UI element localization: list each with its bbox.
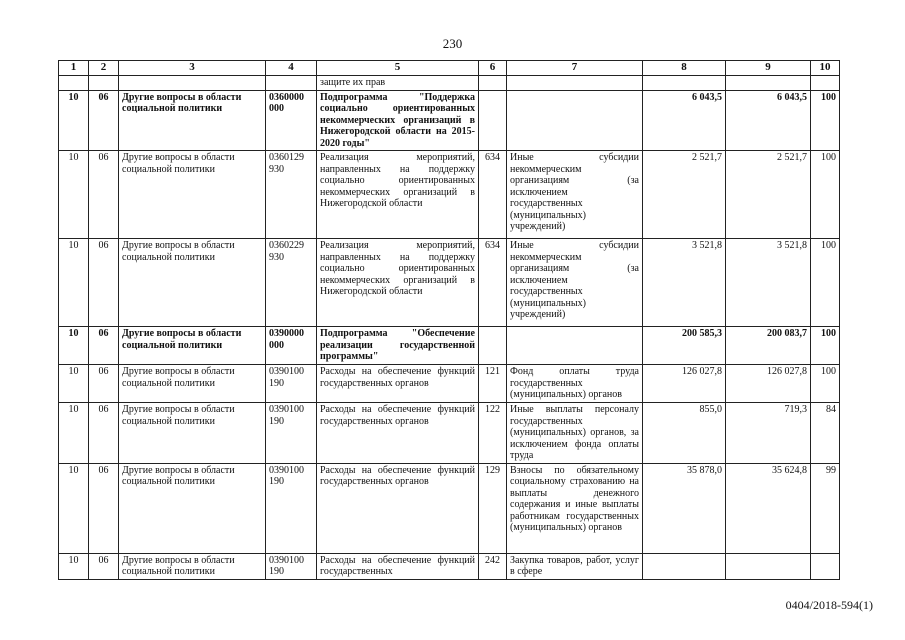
column-header: 8 — [643, 61, 726, 76]
execution-percent-cell: 99 — [811, 463, 840, 553]
expense-type-code-cell: 121 — [479, 365, 507, 403]
planned-amount-cell: 855,0 — [643, 403, 726, 464]
planned-amount-cell — [643, 76, 726, 91]
subsection-code-cell: 06 — [89, 151, 119, 239]
column-header: 7 — [507, 61, 643, 76]
planned-amount-cell: 35 878,0 — [643, 463, 726, 553]
section-code-cell: 10 — [59, 327, 89, 365]
target-name-cell: Расходы на обеспечение функций государственных органов — [317, 365, 479, 403]
subsection-code-cell: 06 — [89, 403, 119, 464]
expense-type-code-cell — [479, 90, 507, 151]
table-row — [59, 403, 840, 464]
planned-amount-cell: 2 521,7 — [643, 151, 726, 239]
actual-amount-cell: 719,3 — [726, 403, 811, 464]
target-name-cell: Подпрограмма "Обеспечение реализации государственной программы" — [317, 327, 479, 365]
expense-type-name-cell: Закупка товаров, работ, услуг в сфере — [507, 553, 643, 579]
section-code-cell: 10 — [59, 463, 89, 553]
section-name-cell: Другие вопросы в области социальной политики — [119, 90, 266, 151]
expense-type-code-cell: 122 — [479, 403, 507, 464]
subsection-code-cell: 06 — [89, 553, 119, 579]
execution-percent-cell: 100 — [811, 365, 840, 403]
actual-amount-cell: 2 521,7 — [726, 151, 811, 239]
expense-type-name-cell: Иные субсидии некоммерческим организациям (за исключением государственных (муниципальных) учреждений) — [507, 151, 643, 239]
table-row — [59, 151, 840, 239]
section-name-cell: Другие вопросы в области социальной политики — [119, 553, 266, 579]
section-code-cell: 10 — [59, 90, 89, 151]
subsection-code-cell: 06 — [89, 327, 119, 365]
actual-amount-cell: 200 083,7 — [726, 327, 811, 365]
column-header: 1 — [59, 61, 89, 76]
table-row — [59, 239, 840, 327]
target-name-cell: Подпрограмма "Поддержка социально ориентированных некоммерческих организаций в Нижегородской области на 2015-2020 годы" — [317, 90, 479, 151]
target-code-cell: 0390100 190 — [266, 403, 317, 464]
actual-amount-cell — [726, 76, 811, 91]
expense-type-code-cell — [479, 327, 507, 365]
section-code-cell: 10 — [59, 403, 89, 464]
subsection-code-cell: 06 — [89, 365, 119, 403]
column-header: 10 — [811, 61, 840, 76]
section-name-cell: Другие вопросы в области социальной политики — [119, 463, 266, 553]
section-code-cell: 10 — [59, 151, 89, 239]
target-code-cell: 0360000 000 — [266, 90, 317, 151]
execution-percent-cell: 100 — [811, 90, 840, 151]
header-row — [59, 61, 840, 76]
expense-type-name-cell: Фонд оплаты труда государственных (муниципальных) органов — [507, 365, 643, 403]
section-code-cell: 10 — [59, 365, 89, 403]
section-name-cell: Другие вопросы в области социальной политики — [119, 403, 266, 464]
planned-amount-cell: 3 521,8 — [643, 239, 726, 327]
table-row — [59, 76, 840, 91]
table-row — [59, 463, 840, 553]
target-code-cell: 0390100 190 — [266, 553, 317, 579]
target-code-cell: 0360129 930 — [266, 151, 317, 239]
execution-percent-cell: 100 — [811, 239, 840, 327]
execution-percent-cell: 84 — [811, 403, 840, 464]
expense-type-code-cell: 242 — [479, 553, 507, 579]
execution-percent-cell: 100 — [811, 151, 840, 239]
table-row — [59, 365, 840, 403]
execution-percent-cell — [811, 76, 840, 91]
section-name-cell — [119, 76, 266, 91]
actual-amount-cell: 126 027,8 — [726, 365, 811, 403]
planned-amount-cell: 200 585,3 — [643, 327, 726, 365]
target-name-cell: Реализация мероприятий, направленных на поддержку социально ориентированных некоммерческих организаций в Нижегородской области — [317, 239, 479, 327]
column-header: 4 — [266, 61, 317, 76]
section-name-cell: Другие вопросы в области социальной политики — [119, 151, 266, 239]
expense-type-code-cell: 634 — [479, 239, 507, 327]
expense-type-code-cell: 129 — [479, 463, 507, 553]
section-name-cell: Другие вопросы в области социальной политики — [119, 239, 266, 327]
target-name-cell: Расходы на обеспечение функций государственных — [317, 553, 479, 579]
budget-table — [58, 60, 840, 580]
column-header: 3 — [119, 61, 266, 76]
table-row — [59, 327, 840, 365]
actual-amount-cell: 6 043,5 — [726, 90, 811, 151]
execution-percent-cell: 100 — [811, 327, 840, 365]
planned-amount-cell — [643, 553, 726, 579]
section-code-cell: 10 — [59, 239, 89, 327]
subsection-code-cell — [89, 76, 119, 91]
subsection-code-cell: 06 — [89, 239, 119, 327]
target-code-cell: 0390000 000 — [266, 327, 317, 365]
target-name-cell: защите их прав — [317, 76, 479, 91]
actual-amount-cell: 35 624,8 — [726, 463, 811, 553]
target-code-cell — [266, 76, 317, 91]
expense-type-code-cell — [479, 76, 507, 91]
section-code-cell — [59, 76, 89, 91]
column-header: 9 — [726, 61, 811, 76]
actual-amount-cell: 3 521,8 — [726, 239, 811, 327]
expense-type-name-cell: Взносы по обязательному социальному страхованию на выплаты денежного содержания и иные выплаты работникам государственных (муниципальных) органов — [507, 463, 643, 553]
target-code-cell: 0390100 190 — [266, 365, 317, 403]
target-code-cell: 0360229 930 — [266, 239, 317, 327]
column-header: 5 — [317, 61, 479, 76]
target-name-cell: Расходы на обеспечение функций государственных органов — [317, 403, 479, 464]
table-row — [59, 553, 840, 579]
expense-type-name-cell: Иные выплаты персоналу государственных (муниципальных) органов, за исключением фонда оплаты труда — [507, 403, 643, 464]
table-row — [59, 90, 840, 151]
column-header: 6 — [479, 61, 507, 76]
target-name-cell: Расходы на обеспечение функций государственных органов — [317, 463, 479, 553]
expense-type-name-cell — [507, 90, 643, 151]
target-code-cell: 0390100 190 — [266, 463, 317, 553]
target-name-cell: Реализация мероприятий, направленных на поддержку социально ориентированных некоммерческих организаций в Нижегородской области — [317, 151, 479, 239]
planned-amount-cell: 126 027,8 — [643, 365, 726, 403]
planned-amount-cell: 6 043,5 — [643, 90, 726, 151]
expense-type-name-cell: Иные субсидии некоммерческим организациям (за исключением государственных (муниципальных) учреждений) — [507, 239, 643, 327]
actual-amount-cell — [726, 553, 811, 579]
execution-percent-cell — [811, 553, 840, 579]
column-header: 2 — [89, 61, 119, 76]
document-code: 0404/2018-594(1) — [785, 598, 873, 612]
expense-type-name-cell — [507, 76, 643, 91]
expense-type-name-cell — [507, 327, 643, 365]
subsection-code-cell: 06 — [89, 463, 119, 553]
section-name-cell: Другие вопросы в области социальной политики — [119, 327, 266, 365]
page-number: 230 — [442, 36, 463, 51]
section-name-cell: Другие вопросы в области социальной политики — [119, 365, 266, 403]
section-code-cell: 10 — [59, 553, 89, 579]
expense-type-code-cell: 634 — [479, 151, 507, 239]
subsection-code-cell: 06 — [89, 90, 119, 151]
